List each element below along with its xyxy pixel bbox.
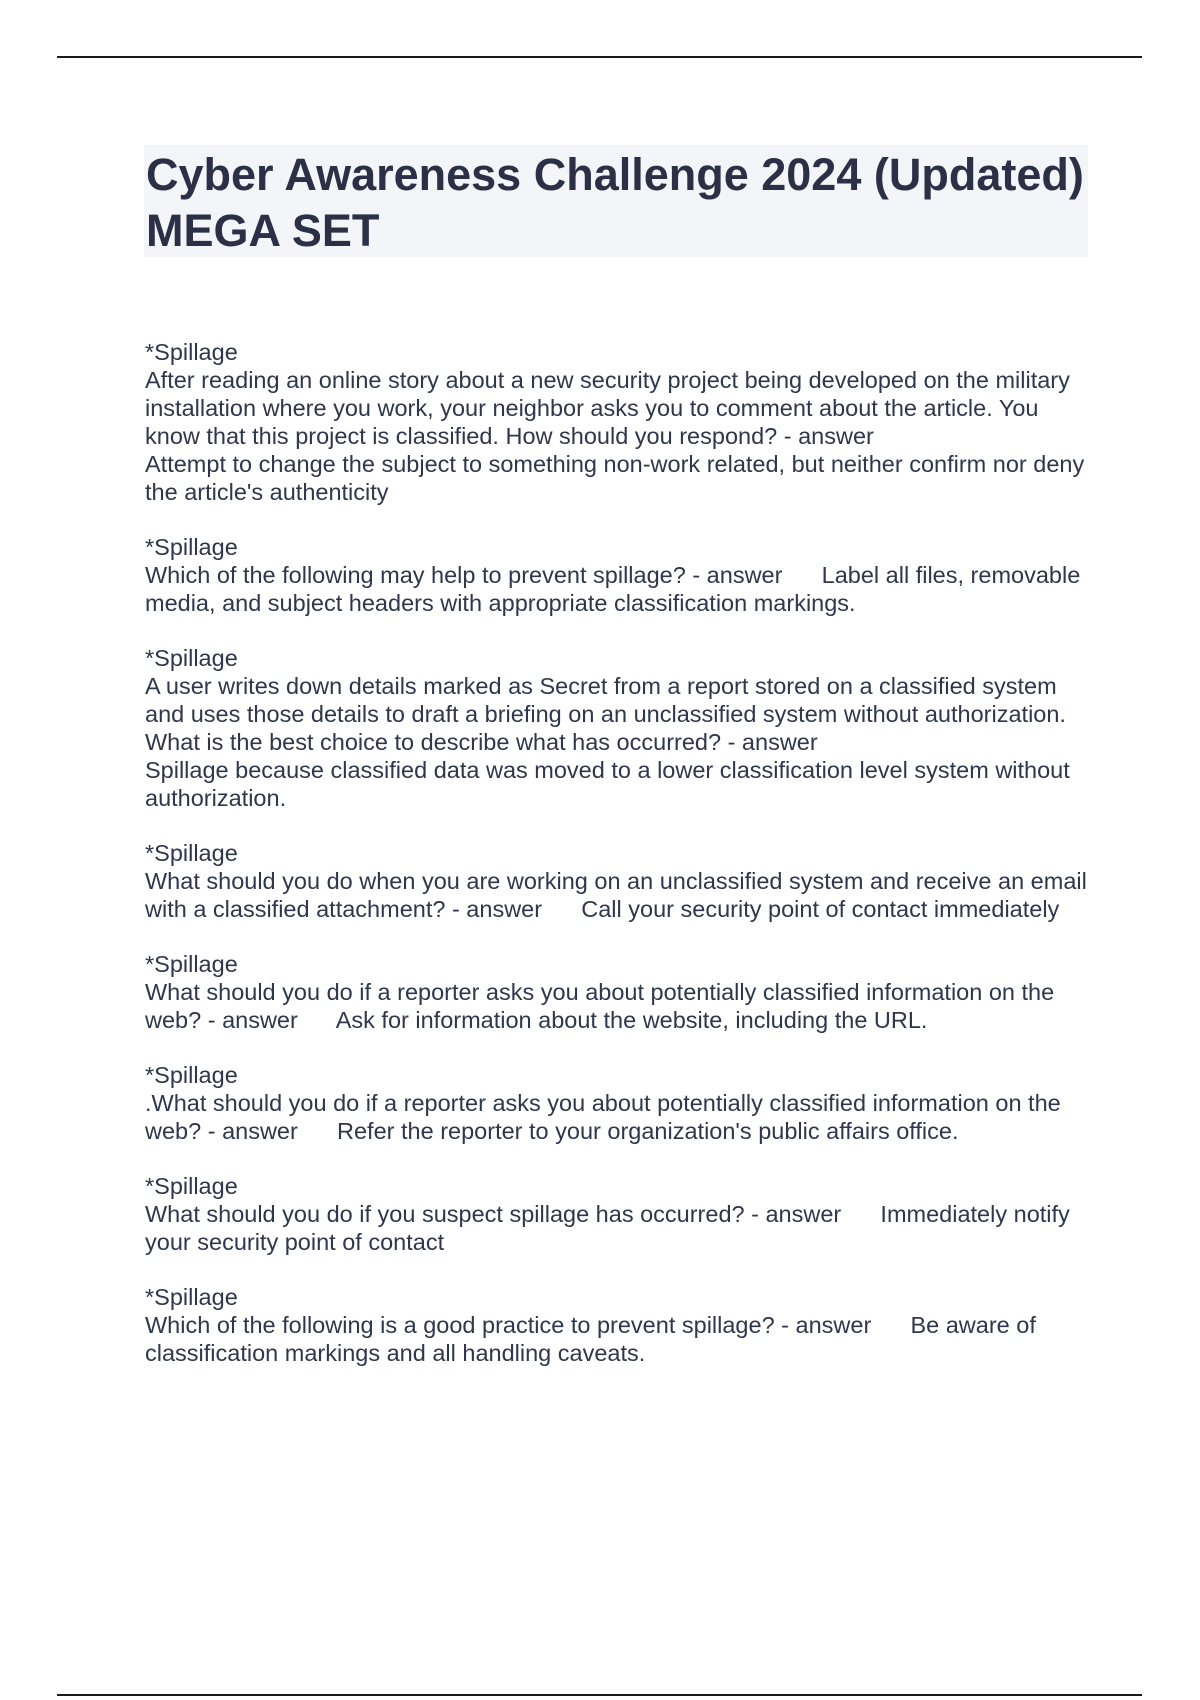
qa-question: A user writes down details marked as Secret from a report stored on a classified system and uses those details to draft a briefing on an unclassified system without authorization. What is the best choice to describe what has occurred? - answer — [145, 673, 1066, 755]
qa-item — [145, 533, 1095, 617]
qa-category: *Spillage — [145, 1284, 238, 1310]
qa-question: Which of the following is a good practice to prevent spillage? - answer — [145, 1312, 872, 1338]
title-block — [144, 145, 1088, 257]
qa-question: What should you do when you are working on an unclassified system and receive an email with a classified attachment? - answer — [145, 868, 1087, 922]
qa-answer: Be aware of classification markings and all handling caveats. — [145, 1312, 1036, 1366]
qa-item — [145, 1061, 1095, 1145]
qa-answer: Call your security point of contact immediately — [581, 896, 1060, 922]
qa-answer: Refer the reporter to your organization's public affairs office. — [337, 1118, 959, 1144]
qa-question: Which of the following may help to prevent spillage? - answer — [145, 562, 783, 588]
qa-category: *Spillage — [145, 1062, 238, 1088]
qa-category: *Spillage — [145, 534, 238, 560]
qa-item — [145, 839, 1095, 923]
qa-category: *Spillage — [145, 645, 238, 671]
qa-answer: Label all files, removable media, and subject headers with appropriate classification markings. — [145, 562, 1081, 616]
qa-item — [145, 950, 1095, 1034]
qa-question: What should you do if a reporter asks you about potentially classified information on the web? - answer — [145, 979, 1055, 1033]
qa-list — [145, 338, 1095, 1394]
qa-category: *Spillage — [145, 951, 238, 977]
document-title: Cyber Awareness Challenge 2024 (Updated) MEGA SET — [146, 149, 1084, 256]
qa-item — [145, 644, 1095, 812]
qa-answer: Attempt to change the subject to something non-work related, but neither confirm nor deny the article's authenticity — [145, 451, 1085, 505]
qa-answer: Immediately notify your security point of contact — [145, 1201, 1070, 1255]
qa-answer: Ask for information about the website, including the URL. — [335, 1007, 928, 1033]
qa-item — [145, 1172, 1095, 1256]
qa-item — [145, 1283, 1095, 1367]
qa-category: *Spillage — [145, 1173, 238, 1199]
qa-question: After reading an online story about a new security project being developed on the military installation where you work, your neighbor asks you to comment about the article. You know that this project is classified. How should you respond? - answer — [145, 367, 1070, 449]
top-rule — [57, 56, 1142, 58]
qa-category: *Spillage — [145, 840, 238, 866]
qa-question: What should you do if you suspect spillage has occurred? - answer — [145, 1201, 842, 1227]
qa-category: *Spillage — [145, 339, 238, 365]
qa-answer: Spillage because classified data was moved to a lower classification level system without authorization. — [145, 757, 1070, 811]
qa-item — [145, 338, 1095, 506]
qa-question: .What should you do if a reporter asks you about potentially classified information on the web? - answer — [145, 1090, 1061, 1144]
bottom-rule — [57, 1694, 1142, 1696]
